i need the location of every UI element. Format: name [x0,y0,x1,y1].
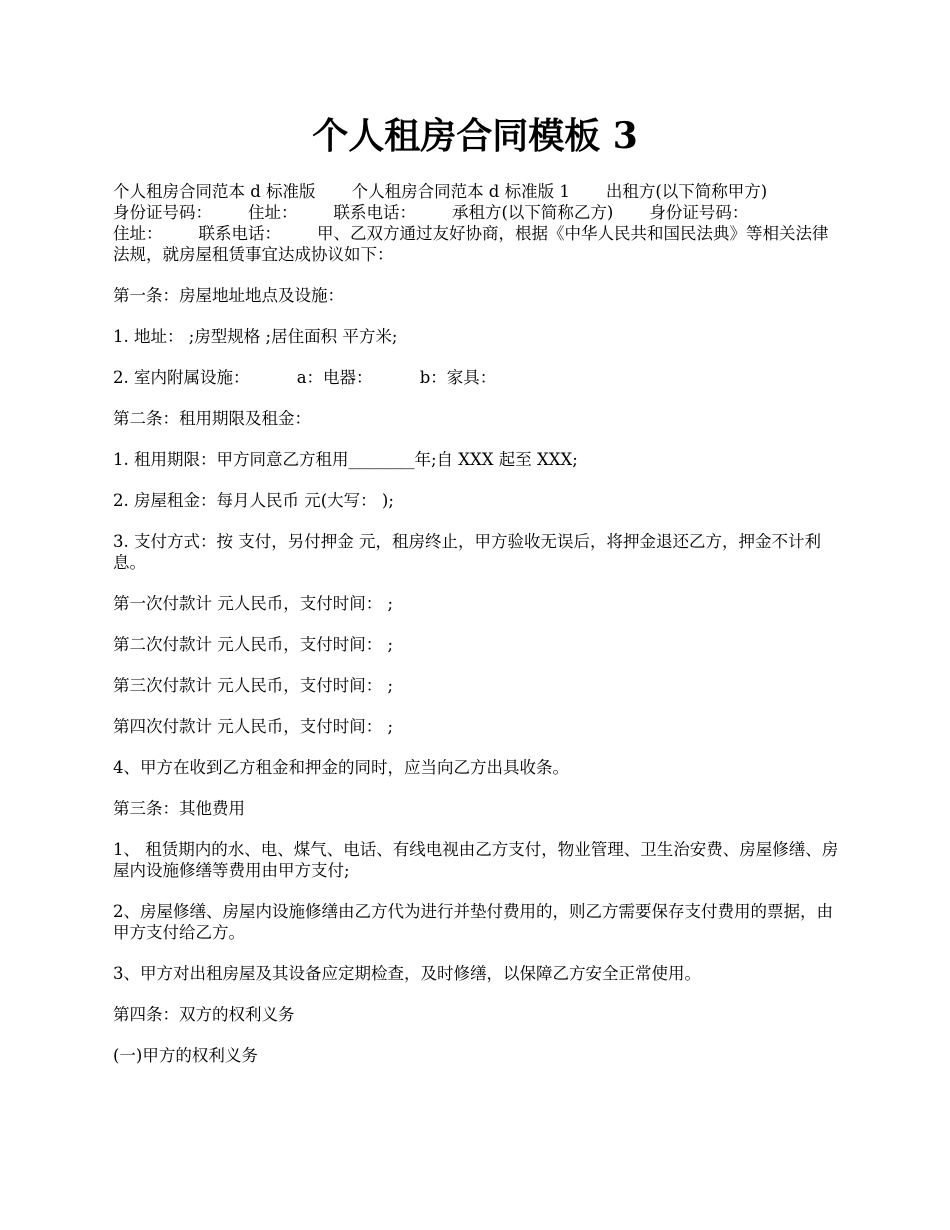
section-heading: 第二条：租用期限及租金： [113,409,311,428]
section-heading: 第一条：房屋地址地点及设施： [113,286,344,305]
intro-text: 出租方(以下简称甲方) [605,182,768,201]
intro-text: 住址： [113,224,163,243]
document-body [113,181,840,1086]
intro-text: 联系电话： [198,224,281,243]
clause-paragraph: 2. 室内附属设施： a：电器： b：家具： [113,368,497,387]
payment-line: 第一次付款计 元人民币，支付时间： ; [113,594,394,613]
section-heading: 第四条：双方的权利义务 [113,1005,295,1024]
payment-line: 第三次付款计 元人民币，支付时间： ; [113,676,394,695]
intro-text: 个人租房合同范本 d 标准版 [113,182,316,201]
clause-paragraph: 3、甲方对出租房屋及其设备应定期检查，及时修缮，以保障乙方安全正常使用。 [113,964,701,983]
clause-paragraph: 1. 租用期限：甲方同意乙方租用________年;自 XXX 起至 XXX; [113,450,578,469]
clause-paragraph: 4、甲方在收到乙方租金和押金的同时，应当向乙方出具收条。 [113,758,569,777]
section-heading: 第三条：其他费用 [113,799,245,818]
payment-line: 第四次付款计 元人民币，支付时间： ; [113,717,394,736]
clause-paragraph: 2、房屋修缮、房屋内设施修缮由乙方代为进行并垫付费用的，则乙方需要保存支付费用的票据，由甲方支付给乙方。 [113,902,833,942]
intro-paragraph [113,181,840,265]
intro-text: 个人租房合同范本 d 标准版 1 [351,182,570,201]
document-title: 个人租房合同模板 3 [312,115,638,157]
intro-text: 身份证号码： [113,203,212,222]
clause-paragraph: 1. 地址： ;房型规格 ;居住面积 平方米; [113,327,398,346]
intro-text: 联系电话： [333,203,416,222]
intro-text: 承租方(以下简称乙方) [452,203,614,222]
clause-paragraph: 1、 租赁期内的水、电、煤气、电话、有线电视由乙方支付，物业管理、卫生治安费、房屋修缮、房屋内设施修缮等费用由甲方支付; [113,840,839,880]
clause-paragraph: 2. 房屋租金：每月人民币 元(大写： ); [113,491,394,510]
intro-text: 住址： [248,203,298,222]
intro-text: 甲、乙双方通过友好协商，根据《中华人民共和国民法典》等相关法律法规，就房屋租赁事宜达成协议如下： [113,224,829,264]
clause-paragraph: 3. 支付方式：按 支付，另付押金 元，租房终止，甲方验收无误后，将押金退还乙方，押金不计利息。 [113,532,821,572]
payment-line: 第二次付款计 元人民币，支付时间： ; [113,635,394,654]
subsection-heading: (一)甲方的权利义务 [113,1046,258,1065]
intro-text: 身份证号码： [649,203,749,222]
